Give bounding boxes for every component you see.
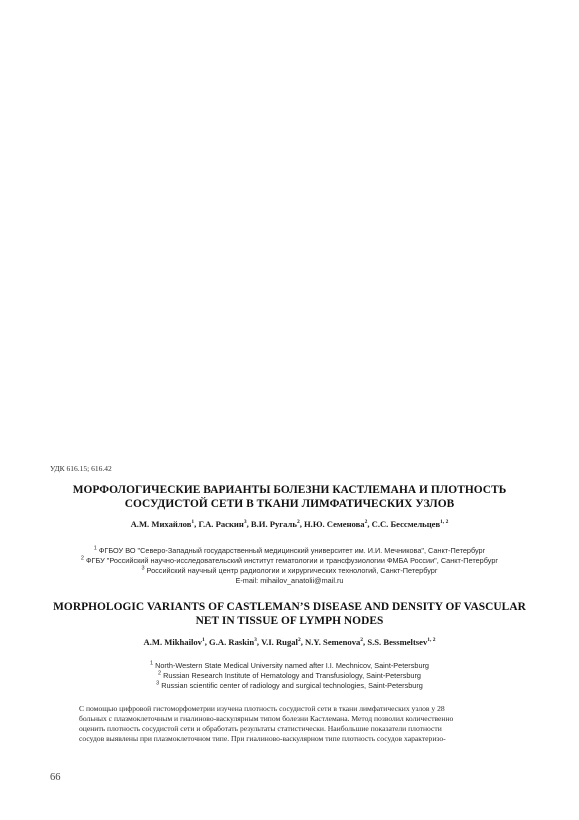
- author-sup: 3: [243, 519, 247, 526]
- author-name: Г.А. Раскин: [198, 519, 244, 529]
- author-name: Н.Ю. Семенова: [303, 519, 365, 529]
- affiliation-line: [30, 566, 549, 576]
- affiliation-sup: 3: [156, 680, 160, 687]
- affiliations-ru: [30, 546, 549, 586]
- author-sep: ,: [367, 519, 372, 529]
- affiliation-line: [30, 556, 549, 566]
- affiliation-text: ФГБОУ ВО "Северо-Западный государственный медицинский университет им. И.И. Мечникова", Санкт-Петербург: [96, 546, 486, 555]
- author-sup: 1: [201, 637, 205, 644]
- affiliation-line: [30, 671, 549, 681]
- title-line: СОСУДИСТОЙ СЕТИ В ТКАНИ ЛИМФАТИЧЕСКИХ УЗЛОВ: [124, 497, 455, 510]
- author-name: В.И. Ругаль: [250, 519, 297, 529]
- affiliations-en: [30, 661, 549, 691]
- affiliation-sup: 3: [141, 565, 145, 572]
- author-sup: 1, 2: [440, 519, 449, 526]
- author-sup: 1: [191, 519, 195, 526]
- title-line: NET IN TISSUE OF LYMPH NODES: [195, 614, 384, 627]
- page-number: 66: [50, 772, 61, 783]
- abstract-line: оценить плотность сосудистой сети и обработать результаты статистически. Наибольшие показатели плотности: [79, 724, 442, 734]
- author-sup: 2: [297, 637, 301, 644]
- affiliation-text: North-Western State Medical University named after I.I. Mechnicov, Saint-Petersburg: [153, 661, 429, 670]
- author-name: С.С. Бессмельцев: [371, 519, 441, 529]
- abstract-line: сосудов выявлены при плазмоклеточном типе. При гиалиново-васкулярном типе плотность сосудов характеризо-: [79, 734, 446, 744]
- title-line: MORPHOLOGIC VARIANTS OF CASTLEMAN’S DISEASE AND DENSITY OF VASCULAR: [53, 601, 526, 613]
- author-sup: 2: [364, 519, 368, 526]
- author-sep: ,: [299, 519, 304, 529]
- author-sep: ,: [300, 637, 305, 647]
- author-sep: ,: [246, 519, 251, 529]
- abstract-text: [79, 704, 499, 744]
- author-name: N.Y. Semenova: [304, 637, 361, 647]
- affiliation-text: Russian scientific center of radiology and surgical technologies, Saint-Petersburg: [159, 681, 423, 690]
- udk-code: УДК 616.15; 616.42: [50, 464, 112, 473]
- author-sep: ,: [204, 637, 210, 647]
- affiliation-sup: 1: [150, 660, 154, 667]
- email-line: E-mail: mihailov_anatolii@mail.ru: [235, 576, 344, 585]
- affiliation-line: [30, 681, 549, 691]
- affiliation-sup: 1: [93, 545, 97, 552]
- authors-ru: [30, 519, 549, 529]
- author-name: V.I. Rugal: [261, 637, 298, 647]
- article-title-en: [30, 601, 549, 628]
- author-sep: ,: [363, 637, 368, 647]
- authors-en: [30, 637, 549, 647]
- affiliation-sup: 2: [158, 670, 162, 677]
- abstract-line: С помощью цифровой гистоморфометрии изучена плотность сосудистой сети в ткани лимфатических узлов у 28: [79, 704, 445, 713]
- author-sep: ,: [256, 637, 262, 647]
- abstract-line: больных с плазмоклеточным и гиалиново-васкулярным типом болезни Кастлемана. Метод позволил количественно: [79, 714, 454, 724]
- title-line: МОРФОЛОГИЧЕСКИЕ ВАРИАНТЫ БОЛЕЗНИ КАСТЛЕМАНА И ПЛОТНОСТЬ: [72, 484, 507, 496]
- author-name: S.S. Bessmeltsev: [367, 637, 428, 647]
- affiliation-sup: 2: [80, 555, 84, 562]
- author-sup: 2: [296, 519, 300, 526]
- author-name: А.М. Михайлов: [130, 519, 192, 529]
- affiliation-line: [30, 661, 549, 671]
- author-name: G.A. Raskin: [209, 637, 255, 647]
- author-sup: 1, 2: [427, 637, 436, 644]
- affiliation-line: [30, 546, 549, 556]
- affiliation-text: Российский научный центр радиологии и хирургических технологий, Санкт-Петербург: [144, 566, 438, 575]
- author-name: A.M. Mikhailov: [143, 637, 202, 647]
- author-sup: 2: [360, 637, 364, 644]
- affiliation-text: Russian Research Institute of Hematology and Transfusiology, Saint-Petersburg: [161, 671, 421, 680]
- author-sep: ,: [194, 519, 199, 529]
- author-sup: 3: [254, 637, 257, 644]
- article-title-ru: [30, 484, 549, 511]
- affiliation-text: ФГБУ "Российский научно-исследовательский институт гематологии и трансфузиологии ФМБА России", Санкт-Петербург: [83, 556, 499, 565]
